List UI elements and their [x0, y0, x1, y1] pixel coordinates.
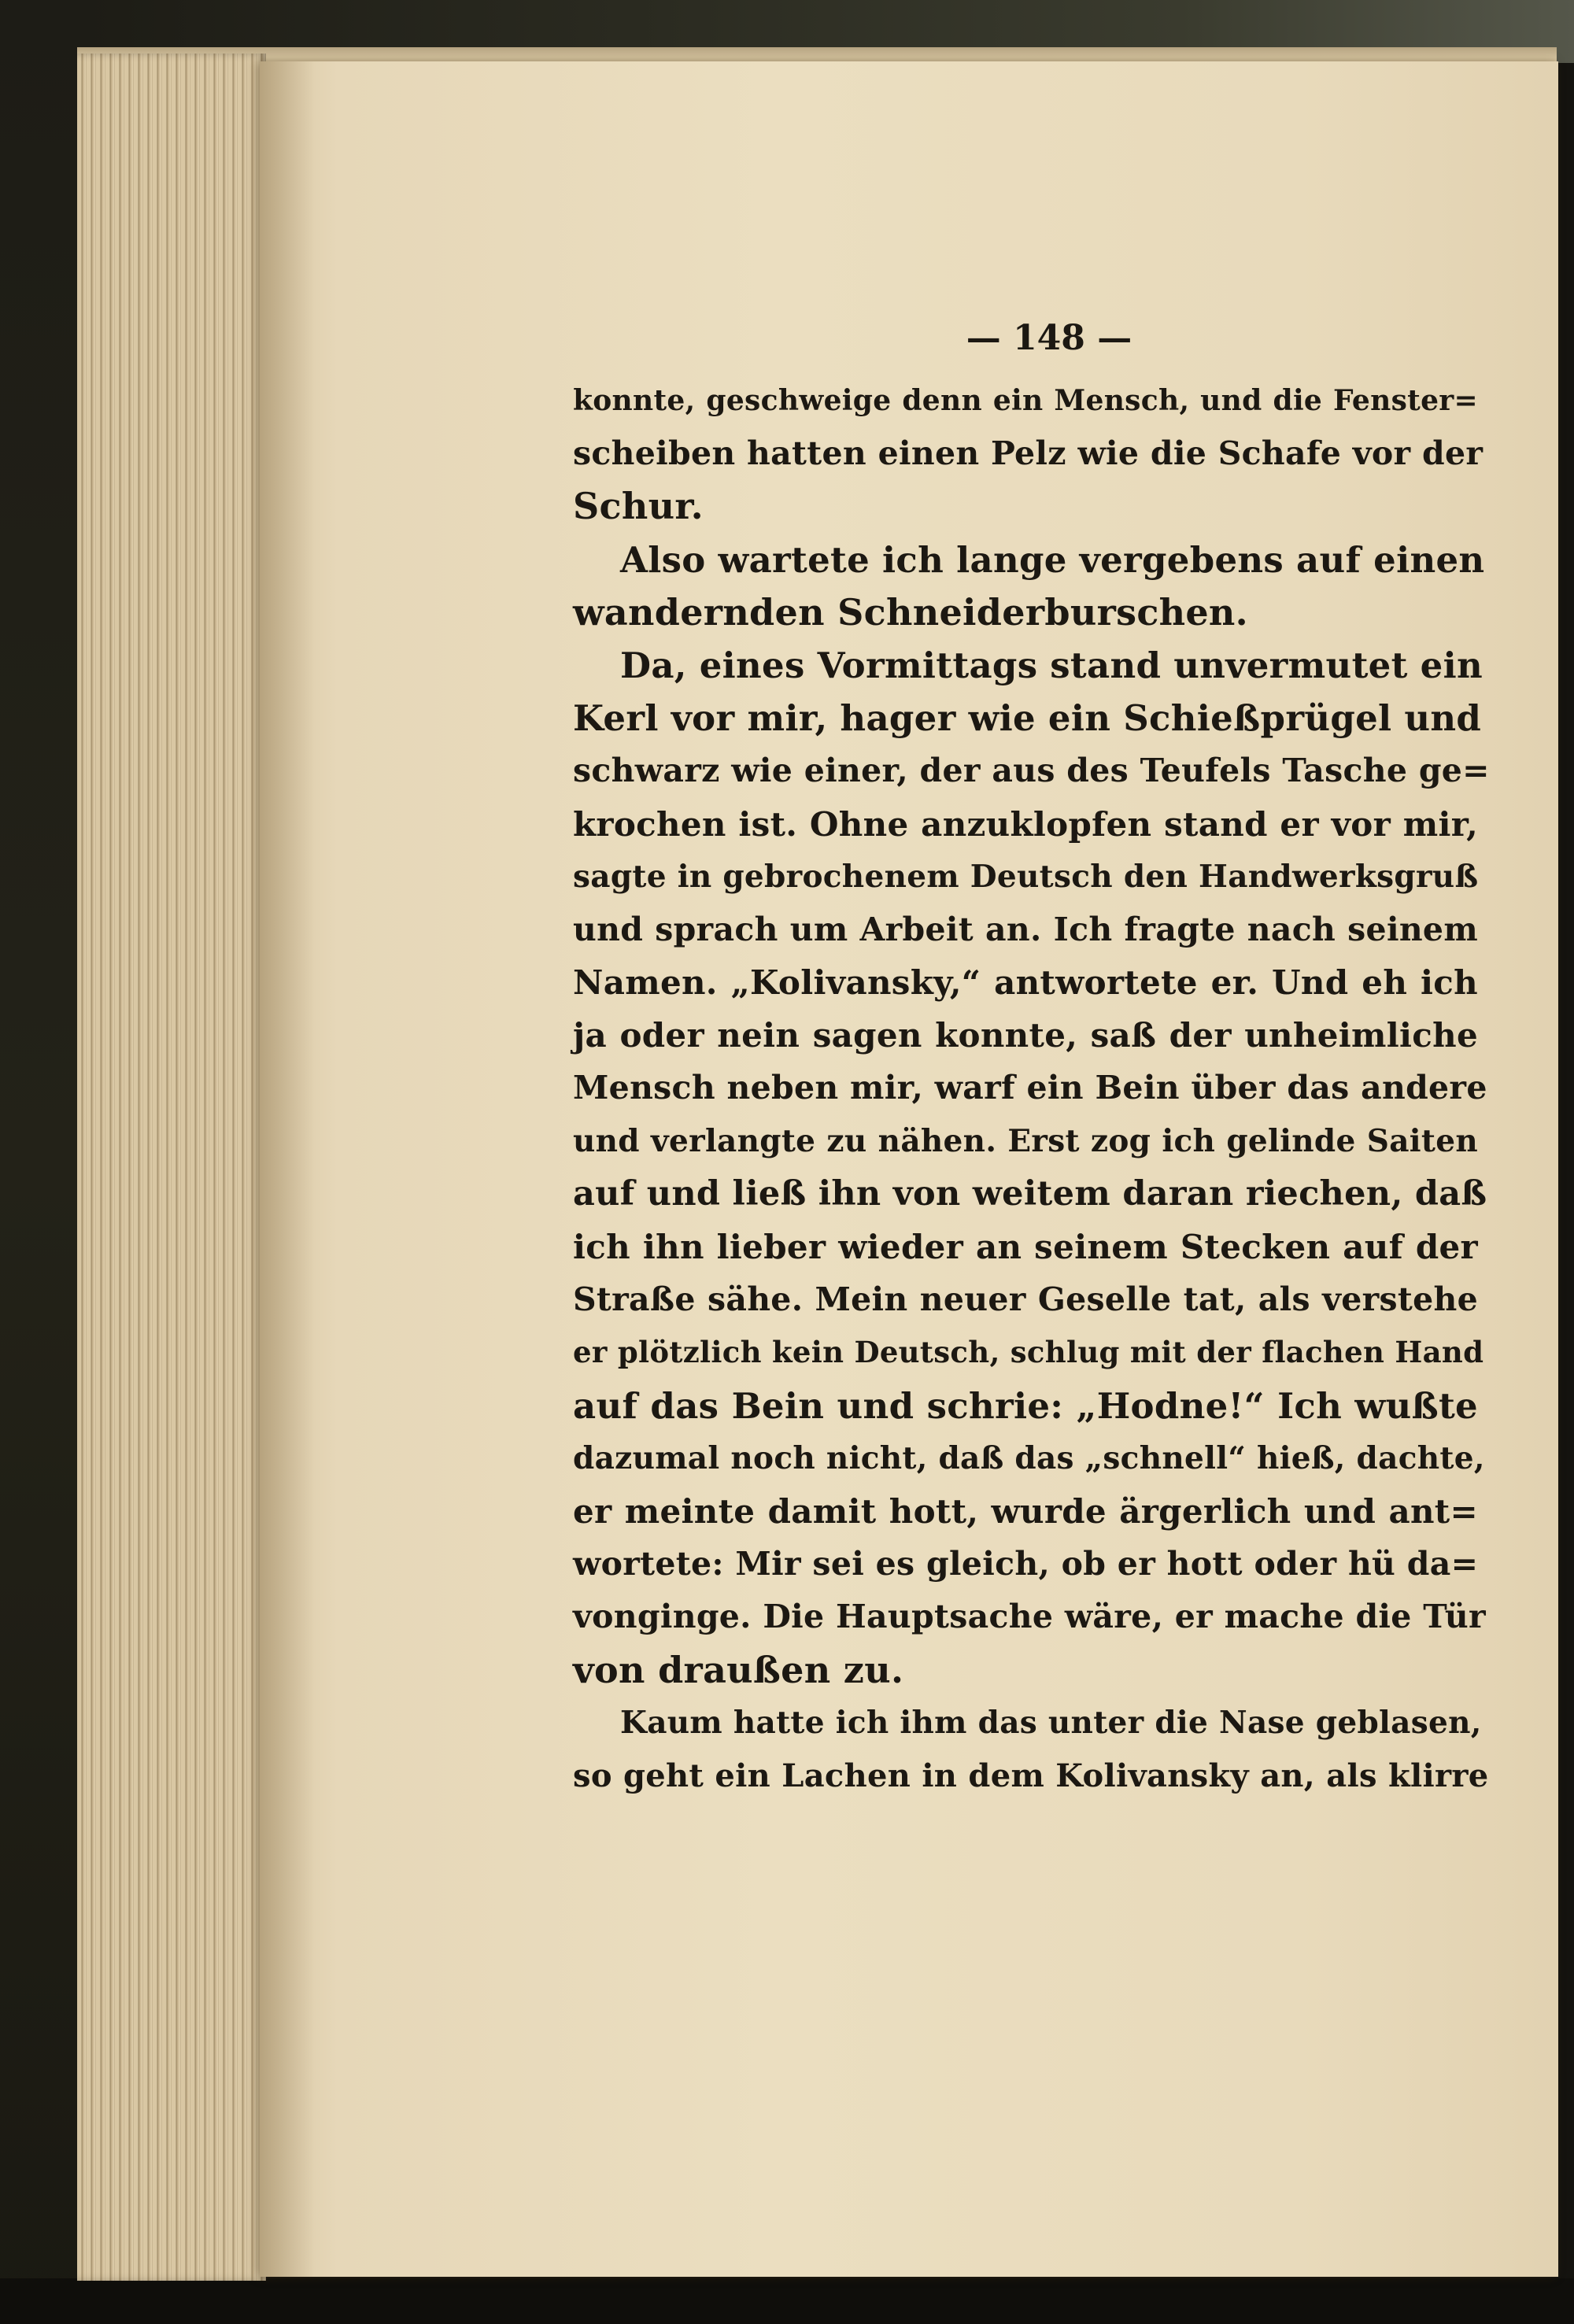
text-line: schwarz wie einer, der aus des Teufels Tasche ge=: [573, 752, 1490, 790]
text-line: sagte in gebrochenem Deutsch den Handwerksgruß: [573, 858, 1479, 895]
page-number: — 148 —: [966, 318, 1132, 358]
text-line: konnte, geschweige denn ein Mensch, und die Fenster=: [573, 384, 1478, 417]
text-line: Kerl vor mir, hager wie ein Schießprügel und: [573, 697, 1482, 740]
text-line: dazumal noch nicht, daß das „schnell“ hieß, dachte,: [573, 1439, 1485, 1476]
text-line: auf und ließ ihn von weitem daran riechen, daß: [573, 1173, 1487, 1214]
text-line: und verlangte zu nähen. Erst zog ich gelinde Saiten: [573, 1122, 1478, 1159]
page-text-block: [573, 315, 1490, 1802]
text-line: ich ihn lieber wieder an seinem Stecken auf der: [573, 1228, 1478, 1266]
text-line: scheiben hatten einen Pelz wie die Schafe vor der: [573, 434, 1483, 473]
text-line: er plötzlich kein Deutsch, schlug mit der flachen Hand: [573, 1335, 1484, 1370]
text-line: wortete: Mir sei es gleich, ob er hott oder hü da=: [573, 1545, 1479, 1583]
text-line: ja oder nein sagen konnte, saß der unheimliche: [573, 1016, 1478, 1055]
text-line: Straße sähe. Mein neuer Geselle tat, als verstehe: [573, 1280, 1478, 1319]
book-cover-left: [0, 0, 87, 2324]
text-line: Mensch neben mir, warf ein Bein über das andere: [573, 1069, 1487, 1107]
text-line: Namen. „Kolivansky,“ antwortete er. Und eh ich: [573, 963, 1478, 1003]
text-line: Da, eines Vormittags stand unvermutet ein: [620, 644, 1483, 686]
book-cover-bottom: [0, 2278, 1574, 2324]
text-line: und sprach um Arbeit an. Ich fragte nach seinem: [573, 910, 1478, 948]
text-line: auf das Bein und schrie: „Hodne!“ Ich wußte: [573, 1384, 1478, 1427]
text-lines: [573, 375, 1490, 1802]
text-line: von draußen zu.: [573, 1648, 904, 1691]
text-line: Kaum hatte ich ihm das unter die Nase geblasen,: [620, 1704, 1482, 1741]
page-stack-edges: [77, 54, 266, 2281]
gutter-shadow: [260, 61, 315, 2277]
text-line: so geht ein Lachen in dem Kolivansky an, als klirre: [573, 1757, 1489, 1794]
text-line: er meinte damit hott, wurde ärgerlich und ant=: [573, 1491, 1478, 1531]
text-line: wandernden Schneiderburschen.: [573, 590, 1248, 634]
text-line: Schur.: [573, 485, 704, 528]
text-line: Also wartete ich lange vergebens auf einen: [620, 538, 1485, 581]
text-line: vonginge. Die Hauptsache wäre, er mache die Tür: [573, 1598, 1486, 1636]
text-line: krochen ist. Ohne anzuklopfen stand er vor mir,: [573, 804, 1478, 844]
